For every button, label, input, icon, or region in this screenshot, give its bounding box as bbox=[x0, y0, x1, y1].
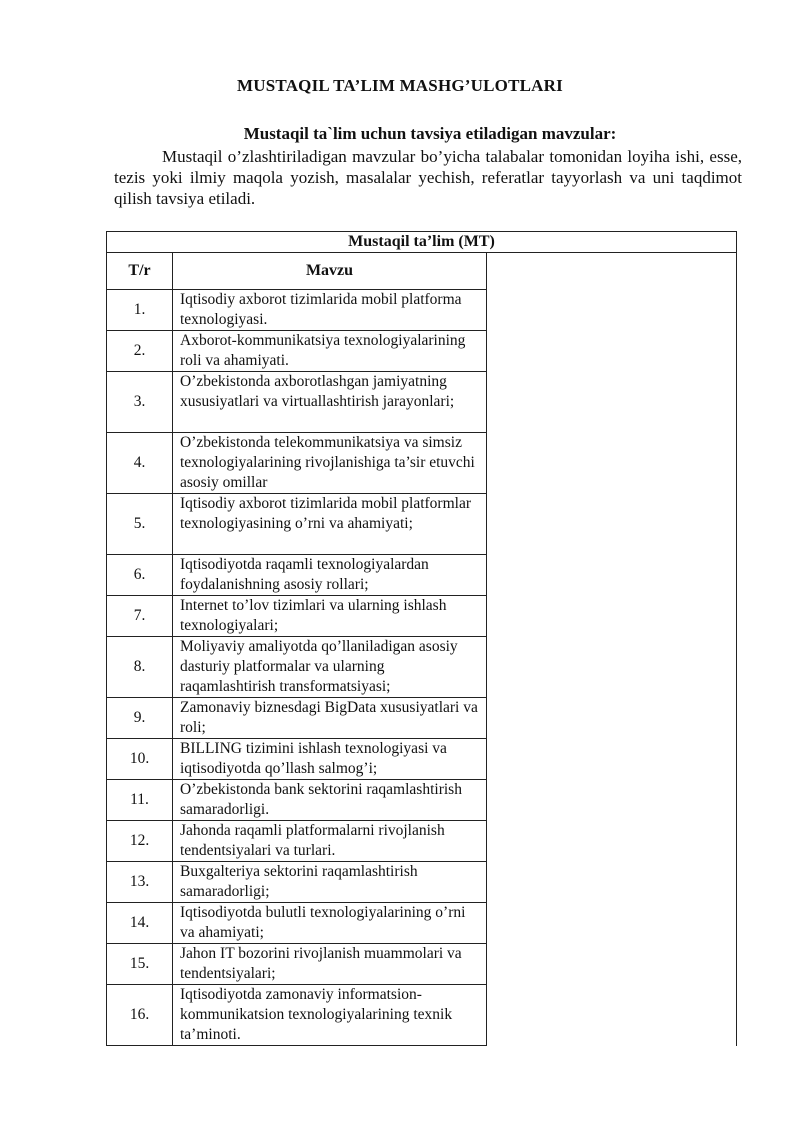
row-number: 1. bbox=[107, 290, 173, 331]
row-topic: Buxgalteriya sektorini raqamlashtirish samaradorligi; bbox=[173, 862, 487, 903]
intro-paragraph: Mustaqil o’zlashtiriladigan mavzular bo’yicha talabalar tomonidan loyiha ishi, esse, tezis yoki ilmiy maqola yozish, masalalar yechish, referatlar tayyorlash va uni taqdimot qilish tavsiya etiladi. bbox=[114, 147, 742, 208]
row-topic: Iqtisodiy axborot tizimlarida mobil platforma texnologiyasi. bbox=[173, 290, 487, 331]
row-topic: Iqtisodiy axborot tizimlarida mobil platformlar texnologiyasining o’rni va ahamiyati; bbox=[173, 494, 487, 555]
row-number: 7. bbox=[107, 596, 173, 637]
row-topic: Iqtisodiyotda raqamli texnologiyalardan foydalanishning asosiy rollari; bbox=[173, 555, 487, 596]
empty-column bbox=[487, 253, 737, 1046]
row-number: 15. bbox=[107, 944, 173, 985]
row-number: 12. bbox=[107, 821, 173, 862]
row-number: 3. bbox=[107, 372, 173, 433]
row-number: 13. bbox=[107, 862, 173, 903]
row-topic: O’zbekistonda axborotlashgan jamiyatning xususiyatlari va virtuallashtirish jarayonlari; bbox=[173, 372, 487, 433]
row-number: 11. bbox=[107, 780, 173, 821]
row-topic: Axborot-kommunikatsiya texnologiyalarining roli va ahamiyati. bbox=[173, 331, 487, 372]
row-topic: Iqtisodiyotda bulutli texnologiyalarining o’rni va ahamiyati; bbox=[173, 903, 487, 944]
row-topic: O’zbekistonda telekommunikatsiya va simsiz texnologiyalarining rivojlanishiga ta’sir etuvchi asosiy omillar bbox=[173, 433, 487, 494]
row-topic: BILLING tizimini ishlash texnologiyasi va iqtisodiyotda qo’llash salmog’i; bbox=[173, 739, 487, 780]
row-number: 8. bbox=[107, 637, 173, 698]
row-topic: Jahonda raqamli platformalarni rivojlanish tendentsiyalari va turlari. bbox=[173, 821, 487, 862]
section-subtitle: Mustaqil ta`lim uchun tavsiya etiladigan mavzular: bbox=[243, 124, 617, 143]
row-number: 9. bbox=[107, 698, 173, 739]
topics-table bbox=[106, 231, 737, 1046]
table-caption: Mustaqil ta’lim (MT) bbox=[107, 232, 737, 253]
row-number: 10. bbox=[107, 739, 173, 780]
row-number: 14. bbox=[107, 903, 173, 944]
row-topic: Zamonaviy biznesdagi BigData xususiyatlari va roli; bbox=[173, 698, 487, 739]
row-topic: Internet to’lov tizimlari va ularning ishlash texnologiyalari; bbox=[173, 596, 487, 637]
column-header-number: T/r bbox=[107, 253, 173, 290]
row-topic: Jahon IT bozorini rivojlanish muammolari va tendentsiyalari; bbox=[173, 944, 487, 985]
row-number: 5. bbox=[107, 494, 173, 555]
row-topic: Moliyaviy amaliyotda qo’llaniladigan asosiy dasturiy platformalar va ularning raqamlashtirish transformatsiyasi; bbox=[173, 637, 487, 698]
column-header-topic: Mavzu bbox=[173, 253, 487, 290]
row-topic: O’zbekistonda bank sektorini raqamlashtirish samaradorligi. bbox=[173, 780, 487, 821]
row-number: 16. bbox=[107, 985, 173, 1046]
row-number: 4. bbox=[107, 433, 173, 494]
row-number: 2. bbox=[107, 331, 173, 372]
document-title: MUSTAQIL TA’LIM MASHG’ULOTLARI bbox=[237, 76, 563, 95]
row-number: 6. bbox=[107, 555, 173, 596]
row-topic: Iqtisodiyotda zamonaviy informatsion-kommunikatsion texnologiyalarining texnik ta’minoti. bbox=[173, 985, 487, 1046]
